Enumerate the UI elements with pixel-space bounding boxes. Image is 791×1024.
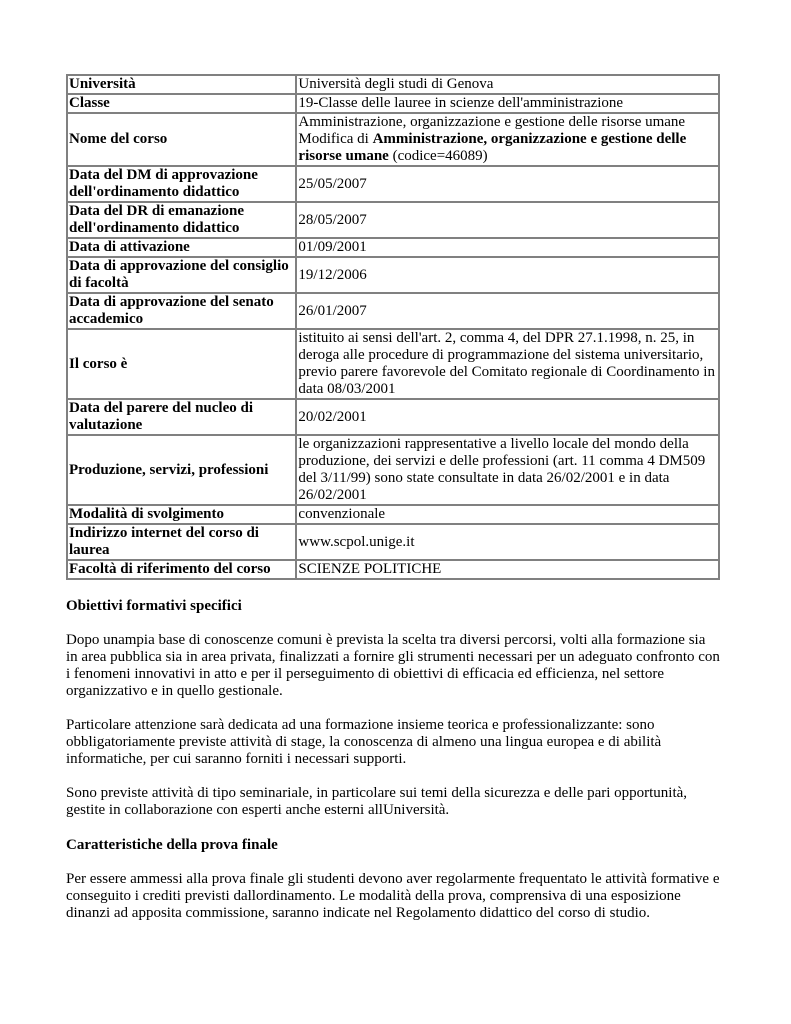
row-key: Data del parere del nucleo di valutazione [67, 399, 296, 435]
row-value: SCIENZE POLITICHE [296, 560, 719, 579]
table-row [67, 435, 719, 505]
row-key: Indirizzo internet del corso di laurea [67, 524, 296, 560]
course-name-prefix: Modifica di [298, 131, 369, 147]
course-code: (codice=46089) [392, 148, 488, 164]
row-value [296, 113, 719, 166]
row-key: Classe [67, 94, 296, 113]
row-value: 01/09/2001 [296, 238, 719, 257]
row-key: Data di attivazione [67, 238, 296, 257]
table-row [67, 202, 719, 238]
table-row [67, 293, 719, 329]
row-value: convenzionale [296, 505, 719, 524]
table-row [67, 113, 719, 166]
section-heading-obiettivi: Obiettivi formativi specifici [66, 598, 242, 614]
row-key: Data di approvazione del senato accademico [67, 293, 296, 329]
row-key: Data del DR di emanazione dell'ordinamento didattico [67, 202, 296, 238]
paragraph: Dopo unampia base di conoscenze comuni è prevista la scelta tra diversi percorsi, volti alla formazione sia in area pubblica sia in area privata, finalizzati a fornire gli strumenti necessari per un adeguato confronto con i fenomeni innovativi in atto e per il perseguimento di obiettivi di efficacia ed efficienza, nel settore organizzativo e in quello gestionale. [66, 632, 720, 699]
table-row [67, 166, 719, 202]
section-heading-prova-finale: Caratteristiche della prova finale [66, 837, 278, 853]
table-row [67, 238, 719, 257]
row-value: 28/05/2007 [296, 202, 719, 238]
row-value: 25/05/2007 [296, 166, 719, 202]
row-key: Data di approvazione del consiglio di facoltà [67, 257, 296, 293]
row-value: 19-Classe delle lauree in scienze dell'amministrazione [296, 94, 719, 113]
row-key: Facoltà di riferimento del corso [67, 560, 296, 579]
row-key: Produzione, servizi, professioni [67, 435, 296, 505]
paragraph: Sono previste attività di tipo seminariale, in particolare sui temi della sicurezza e delle pari opportunità, gestite in collaborazione con esperti anche esterni allUniversità. [66, 785, 688, 818]
table-row [67, 75, 719, 94]
row-value: istituito ai sensi dell'art. 2, comma 4, del DPR 27.1.1998, n. 25, in deroga alle procedure di programmazione del sistema universitario, previo parere favorevole del Comitato regionale di Coordinamento in data 08/03/2001 [296, 329, 719, 399]
course-name: Amministrazione, organizzazione e gestione delle risorse umane [298, 114, 686, 130]
course-info-table [66, 74, 720, 580]
paragraph: Per essere ammessi alla prova finale gli studenti devono aver regolarmente frequentato le attività formative e conseguito i crediti previsti dallordinamento. Le modalità della prova, comprensiva di una esposizione dinanzi ad apposita commissione, saranno indicate nel Regolamento didattico del corso di studio. [66, 871, 720, 921]
table-row [67, 94, 719, 113]
table-row [67, 524, 719, 560]
row-value: Università degli studi di Genova [296, 75, 719, 94]
row-value: 19/12/2006 [296, 257, 719, 293]
row-key: Università [67, 75, 296, 94]
document-page [66, 74, 720, 922]
table-row [67, 329, 719, 399]
row-value: 20/02/2001 [296, 399, 719, 435]
row-key: Il corso è [67, 329, 296, 399]
table-row [67, 505, 719, 524]
course-name-bold: Amministrazione, organizzazione e gestione delle risorse umane [298, 131, 687, 164]
table-row [67, 560, 719, 579]
row-value: 26/01/2007 [296, 293, 719, 329]
row-key: Data del DM di approvazione dell'ordinamento didattico [67, 166, 296, 202]
row-value: le organizzazioni rappresentative a livello locale del mondo della produzione, dei servizi e delle professioni (art. 11 comma 4 DM509 del 3/11/99) sono state consultate in data 26/02/2001 e in data 26/02/2001 [296, 435, 719, 505]
paragraph: Particolare attenzione sarà dedicata ad una formazione insieme teorica e professionalizzante: sono obbligatoriamente previste attività di stage, la conoscenza di almeno una lingua europea e di abilità informatiche, per cui saranno forniti i necessari supporti. [66, 717, 662, 767]
row-value: www.scpol.unige.it [296, 524, 719, 560]
row-key: Modalità di svolgimento [67, 505, 296, 524]
table-row [67, 399, 719, 435]
table-row [67, 257, 719, 293]
row-key: Nome del corso [67, 113, 296, 166]
